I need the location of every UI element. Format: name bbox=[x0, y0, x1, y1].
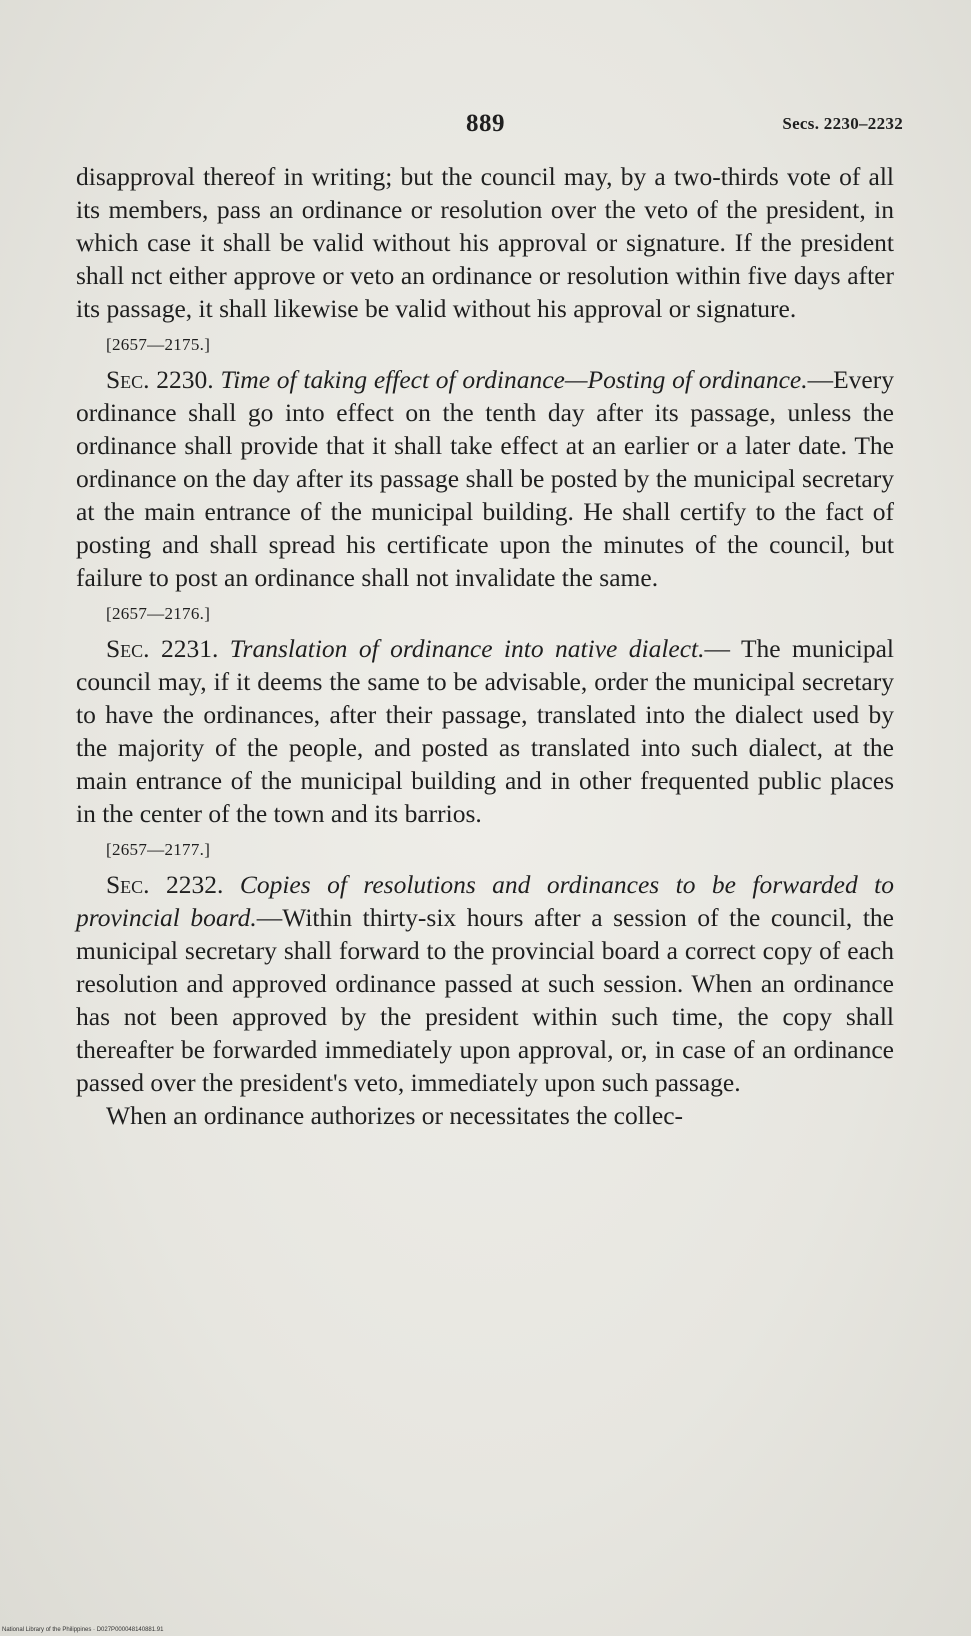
section-title: Translation of ordinance into native dialect. bbox=[229, 634, 705, 663]
section-citation: [2657—2176.] bbox=[106, 604, 211, 623]
continuation-paragraph: disapproval thereof in writing; but the council may, by a two-thirds vote of all its members, pass an ordinance or resolution over the veto of the president, in which case it shall be valid without his approval or signature. If the president shall nct either approve or veto an ordinance or resolution within five days after its passage, it shall likewise be valid without his approval or signature. bbox=[76, 162, 894, 323]
section-title: Copies of resolutions and ordinances to be forwarded to provincial board. bbox=[76, 870, 895, 932]
section-range-header: Secs. 2230–2232 bbox=[782, 114, 903, 133]
final-paragraph: When an ordinance authorizes or necessitates the collec- bbox=[106, 1101, 684, 1130]
library-watermark: National Library of the Philippines · D027P000048140881.91 bbox=[2, 1627, 164, 1633]
section-text: — The municipal council may, if it deems the same to be advisable, order the municipal secretary to have the ordinances, after their passage, translated into the dialect used by the majority of the people, and posted as translated into such dialect, at the main entrance of the municipal building and in other frequented public places in the center of the town and its barrios. bbox=[76, 634, 895, 828]
section-citation: [2657—2177.] bbox=[106, 840, 211, 859]
section-label: Sec. 2231. bbox=[106, 634, 219, 663]
section-2230 bbox=[76, 363, 894, 594]
section-label: Sec. 2232. bbox=[106, 870, 224, 899]
page-header bbox=[0, 110, 971, 140]
section-title: Time of taking effect of ordinance—Posting of ordinance. bbox=[220, 365, 808, 394]
section-2231 bbox=[76, 632, 894, 830]
section-citation: [2657—2175.] bbox=[106, 335, 211, 354]
section-2232 bbox=[76, 868, 894, 1099]
body-text bbox=[76, 160, 894, 1132]
section-text: —Within thirty-six hours after a session of the council, the municipal secretary shall forward to the provincial board a correct copy of each resolution and approved ordinance passed at such session. When an ordinance has not been approved by the president within such time, the copy shall thereafter be forwarded immediately upon approval, or, in case of an ordinance passed over the president's veto, immediately upon such passage. bbox=[76, 903, 894, 1097]
section-label: Sec. 2230. bbox=[106, 365, 214, 394]
section-text: —Every ordinance shall go into effect on the tenth day after its passage, unless the ordinance shall provide that it shall take effect at an earlier or a later date. The ordinance on the day after its passage shall be posted by the municipal secretary at the main entrance of the municipal building. He shall certify to the fact of posting and shall spread his certificate upon the minutes of the council, but failure to post an ordinance shall not invalidate the same. bbox=[76, 365, 894, 592]
page-number: 889 bbox=[466, 110, 505, 137]
